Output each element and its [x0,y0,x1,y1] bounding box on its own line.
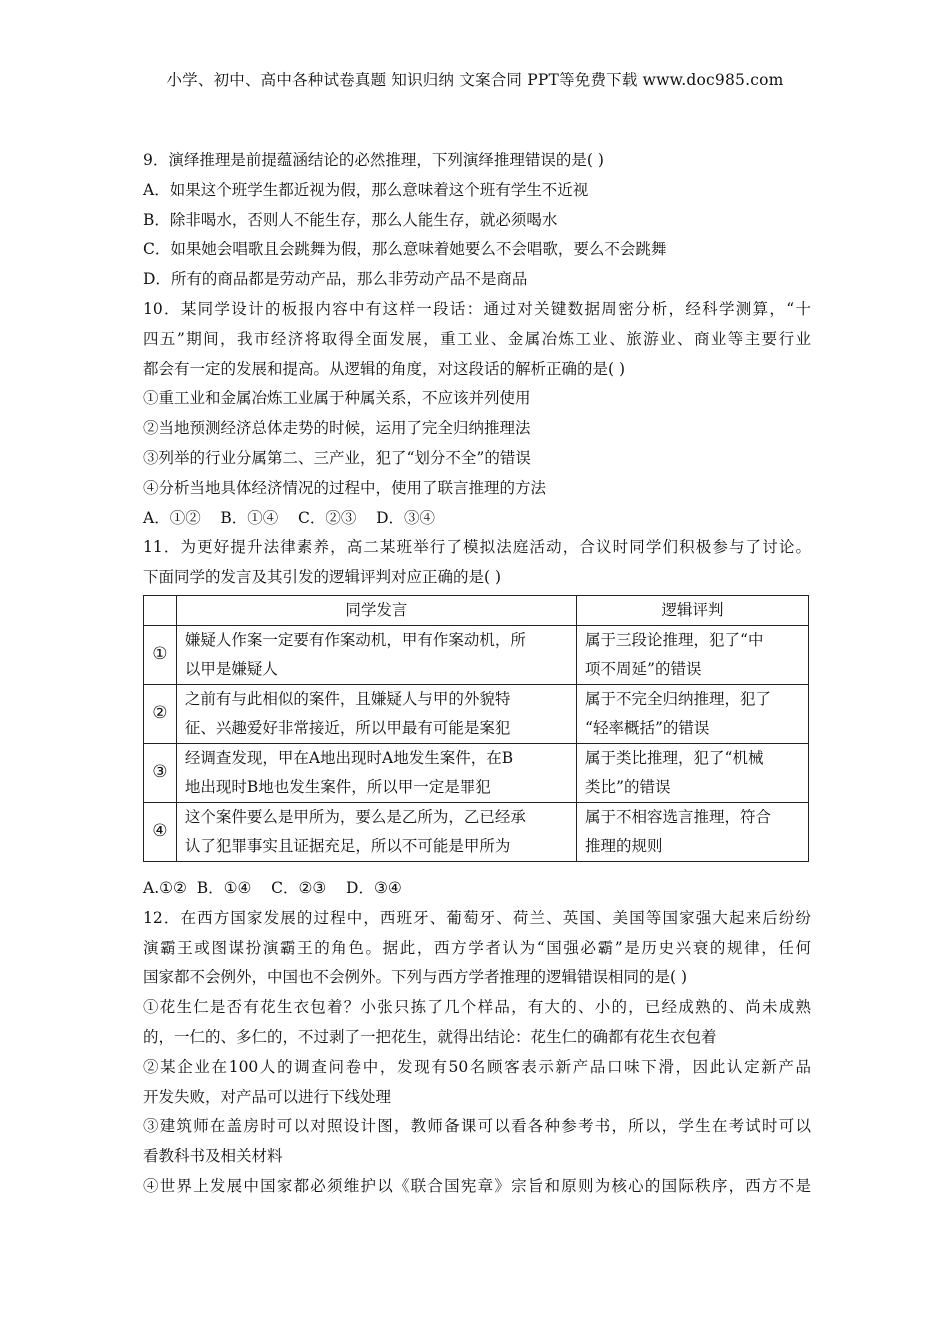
question-stem-line: 12．在西方国家发展的过程中，西班牙、葡萄牙、荷兰、英国、美国等国家强大起来后纷纷 [143,908,811,927]
judgment-line: 项不周延”的错误 [585,659,702,678]
judgment-line: 属于不完全归纳推理，犯了 [585,689,772,708]
judgment-line: 属于类比推理，犯了“机械 [585,748,764,767]
row-number: ④ [144,802,177,861]
option-b: B．除非喝水，否则人不能生存，那么人能生存，就必须喝水 [143,210,558,229]
logic-table [143,595,809,862]
table-header-judgment: 逻辑评判 [577,595,809,625]
judgment-line: 属于不相容选言推理，符合 [585,807,772,826]
speech-cell [176,625,576,684]
table-header-blank [144,595,177,625]
speech-line: 之前有与此相似的案件，且嫌疑人与甲的外貌特 [184,689,511,708]
statement-line: 看教科书及相关材料 [143,1147,283,1166]
question-stem-line: 演霸王或图谋扮演霸王的角色。据此，西方学者认为“国强必霸”是历史兴衰的规律，任何 [143,938,811,957]
row-number: ③ [144,743,177,802]
page-header: 小学、初中、高中各种试卷真题 知识归纳 文案合同 PPT等免费下载 www.doc985.com [166,71,784,89]
question-stem-line: 11．为更好提升法律素养，高二某班举行了模拟法庭活动，合议时同学们积极参与了讨论。 [143,538,811,557]
table-row [144,743,809,802]
judgment-line: 推理的规则 [585,836,663,855]
question-11 [143,533,811,903]
question-10 [143,295,811,533]
judgment-line: 属于三段论推理，犯了“中 [585,630,764,649]
judgment-cell [577,684,809,743]
answer-choices: A．①② B．①④ C．②③ D．③④ [143,508,435,527]
statement-2: ②当地预测经济总体走势的时候，运用了完全归纳推理法 [143,419,531,438]
row-number: ① [144,625,177,684]
option-a: A．如果这个班学生都近视为假，那么意味着这个班有学生不近视 [143,180,589,199]
row-number: ② [144,684,177,743]
question-9 [143,146,811,295]
table-header-row [144,595,809,625]
statement-4: ④分析当地具体经济情况的过程中，使用了联言推理的方法 [143,478,547,497]
option-c: C．如果她会唱歌且会跳舞为假，那么意味着她要么不会唱歌，要么不会跳舞 [143,240,667,259]
option-d: D．所有的商品都是劳动产品，那么非劳动产品不是商品 [143,270,528,289]
answer-choices: A.①② B．①④ C．②③ D．③④ [143,878,402,897]
question-stem-line: 四五”期间，我市经济将取得全面发展，重工业、金属冶炼工业、旅游业、商业等主要行业 [143,329,811,348]
speech-cell [176,684,576,743]
statement-3: ③列举的行业分属第二、三产业，犯了“划分不全”的错误 [143,448,531,467]
speech-line: 以甲是嫌疑人 [184,659,278,678]
question-stem-line: 都会有一定的发展和提高。从逻辑的角度，对这段话的解析正确的是( ) [143,359,626,378]
statement-line: ③建筑师在盖房时可以对照设计图，教师备课可以看各种参考书，所以，学生在考试时可以 [143,1117,811,1136]
speech-line: 征、兴趣爱好非常接近，所以甲最有可能是案犯 [184,718,511,737]
question-stem-line: 下面同学的发言及其引发的逻辑评判对应正确的是( ) [143,568,502,587]
judgment-cell [577,743,809,802]
speech-line: 经调查发现，甲在A地出现时A地发生案件，在B [184,748,514,767]
speech-line: 嫌疑人作案一定要有作案动机，甲有作案动机，所 [184,630,526,649]
statement-1: ①重工业和金属冶炼工业属于种属关系，不应该并列使用 [143,389,531,408]
statement-line: ④世界上发展中国家都必须维护以《联合国宪章》宗旨和原则为核心的国际秩序，西方不是 [143,1176,811,1195]
speech-line: 这个案件要么是甲所为，要么是乙所为，乙已经承 [184,807,526,826]
judgment-line: 类比”的错误 [585,777,671,796]
statement-line: 开发失败，对产品可以进行下线处理 [143,1087,392,1106]
speech-line: 地出现时B地也发生案件，所以甲一定是罪犯 [184,777,491,796]
table-row [144,802,809,861]
question-stem: 9．演绎推理是前提蕴涵结论的必然推理，下列演绎推理错误的是( ) [143,151,604,169]
judgment-line: “轻率概括”的错误 [585,718,710,737]
judgment-cell [577,625,809,684]
exam-content [143,146,811,1202]
question-stem-line: 10．某同学设计的板报内容中有这样一段话：通过对关键数据周密分析，经科学测算，“十 [143,299,811,318]
judgment-cell [577,802,809,861]
statement-line: ①花生仁是否有花生衣包着？小张只拣了几个样品，有大的、小的，已经成熟的、尚未成熟 [143,998,811,1017]
question-stem-line: 国家都不会例外，中国也不会例外。下列与西方学者推理的逻辑错误相同的是( ) [143,968,688,987]
table-row [144,625,809,684]
question-12 [143,904,811,1202]
table-header-speech: 同学发言 [176,595,576,625]
speech-line: 认了犯罪事实且证据充足，所以不可能是甲所为 [184,836,511,855]
table-row [144,684,809,743]
speech-cell [176,743,576,802]
statement-line: ②某企业在100人的调查问卷中，发现有50名顾客表示新产品口味下滑，因此认定新产品 [143,1057,811,1076]
speech-cell [176,802,576,861]
statement-line: 的，一仁的、多仁的，不过剥了一把花生，就得出结论：花生仁的确都有花生衣包着 [143,1027,717,1046]
